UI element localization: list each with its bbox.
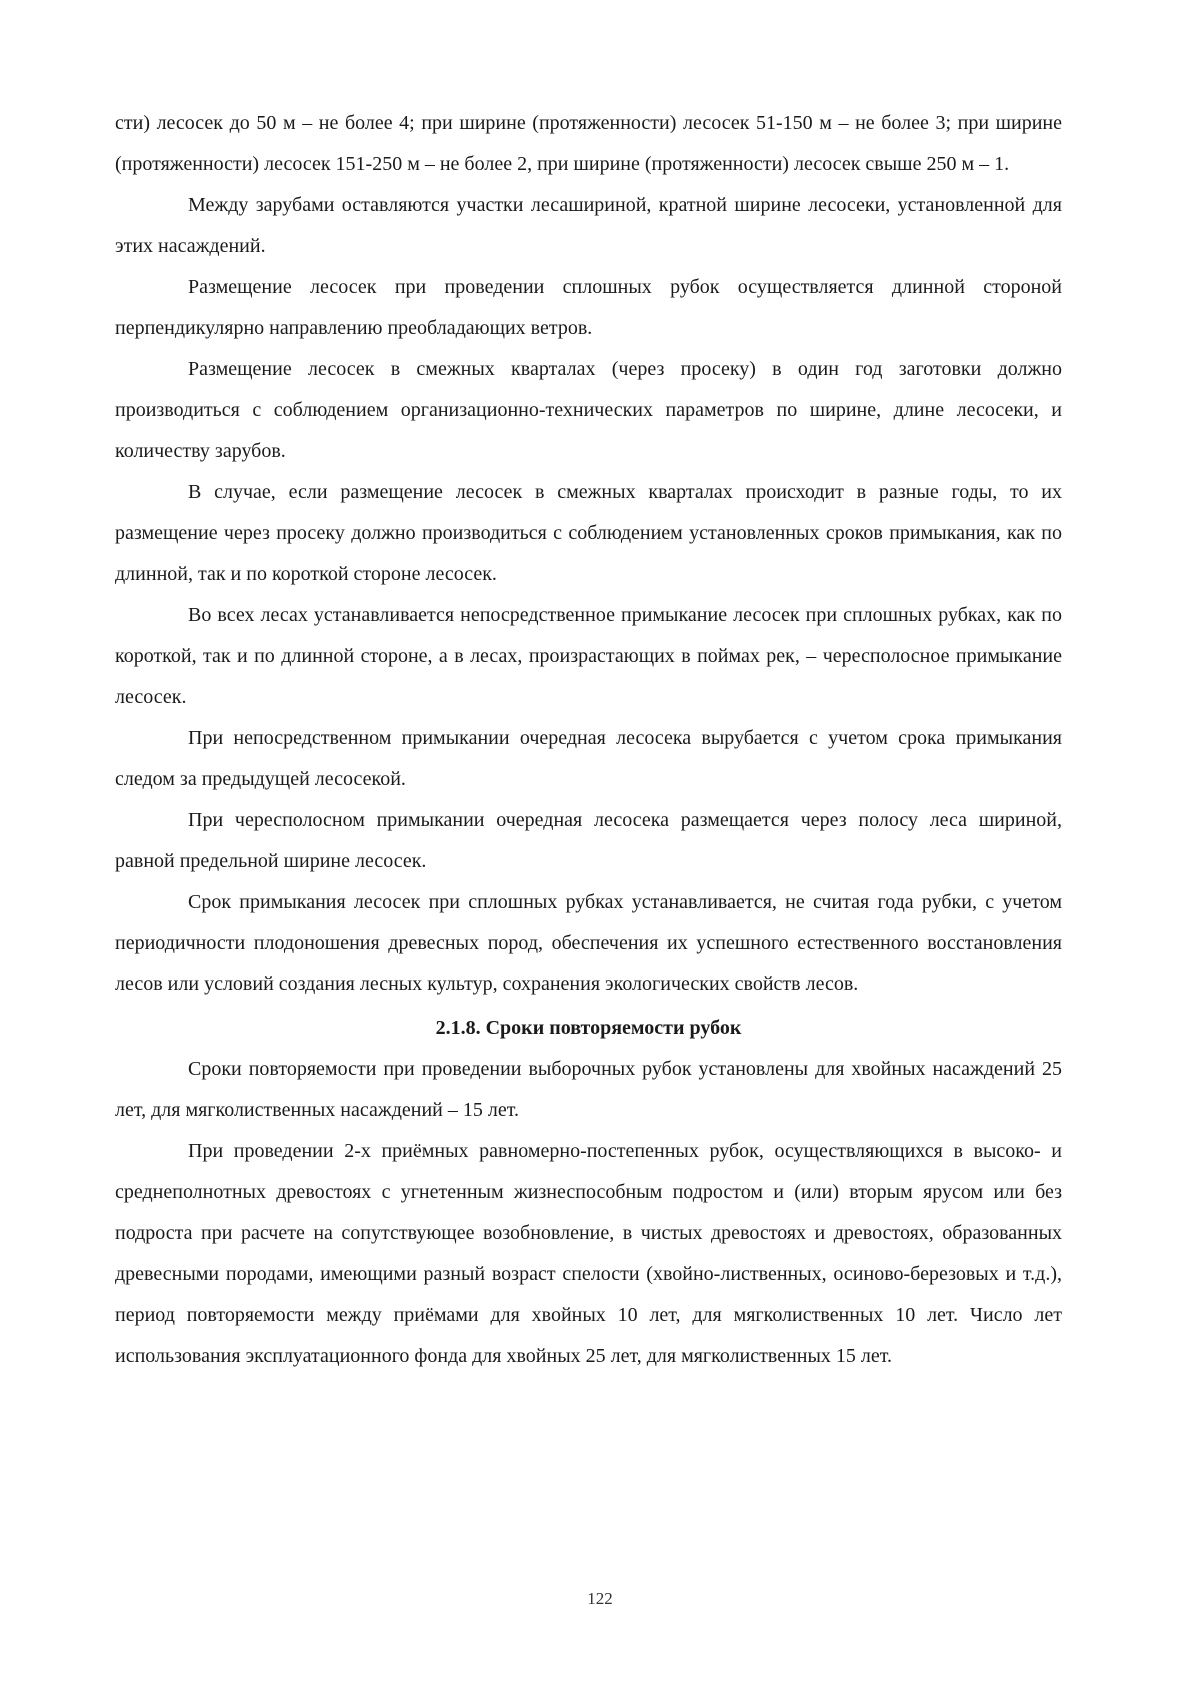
paragraph-6: Во всех лесах устанавливается непосредственное примыкание лесосек при сплошных рубках, как по короткой, так и по длинной стороне, а в лесах, произрастающих в поймах рек, – чересполосное примыкание лесосек. xyxy=(115,604,1062,708)
paragraph-1: сти) лесосек до 50 м – не более 4; при ширине (протяженности) лесосек 51-150 м – не более 3; при ширине (протяженности) лесосек 151-250 м – не более 2, при ширине (протяженности) лесосек свыше 250 м – 1. xyxy=(115,112,1062,175)
document-page xyxy=(115,103,1062,1377)
paragraph-10: Сроки повторяемости при проведении выборочных рубок установлены для хвойных насаждений 25 лет, для мягколиственных насаждений – 15 лет. xyxy=(115,1058,1062,1121)
page-number: 122 xyxy=(587,1589,613,1608)
paragraph-9: Срок примыкания лесосек при сплошных рубках устанавливается, не считая года рубки, с учетом периодичности плодоношения древесных пород, обеспечения их успешного естественного восстановления лесов или условий создания лесных культур, сохранения экологических свойств лесов. xyxy=(115,891,1062,995)
paragraph-11: При проведении 2-х приёмных равномерно-постепенных рубок, осуществляющихся в высоко- и среднеполнотных древостоях с угнетенным жизнеспособным подростом и (или) вторым ярусом или без подроста при расчете на сопутствующее возобновление, в чистых древостоях и древостоях, образованных древесными породами, имеющими разный возраст спелости (хвойно-лиственных, осиново-березовых и т.д.), период повторяемости между приёмами для хвойных 10 лет, для мягколиственных 10 лет. Число лет использования эксплуатационного фонда для хвойных 25 лет, для мягколиственных 15 лет. xyxy=(115,1140,1062,1367)
section-heading: 2.1.8. Сроки повторяемости рубок xyxy=(435,1017,742,1039)
paragraph-8: При чересполосном примыкании очередная лесосека размещается через полосу леса шириной, равной предельной ширине лесосек. xyxy=(115,809,1062,872)
paragraph-2: Между зарубами оставляются участки лесашириной, кратной ширине лесосеки, установленной для этих насаждений. xyxy=(115,194,1062,257)
paragraph-4: Размещение лесосек в смежных кварталах (через просеку) в один год заготовки должно производиться с соблюдением организационно-технических параметров по ширине, длине лесосеки, и количеству зарубов. xyxy=(115,358,1062,462)
paragraph-3: Размещение лесосек при проведении сплошных рубок осуществляется длинной стороной перпендикулярно направлению преобладающих ветров. xyxy=(115,276,1062,339)
paragraph-5: В случае, если размещение лесосек в смежных кварталах происходит в разные годы, то их размещение через просеку должно производиться с соблюдением установленных сроков примыкания, как по длинной, так и по короткой стороне лесосек. xyxy=(115,481,1062,585)
paragraph-7: При непосредственном примыкании очередная лесосека вырубается с учетом срока примыкания следом за предыдущей лесосекой. xyxy=(115,727,1062,790)
